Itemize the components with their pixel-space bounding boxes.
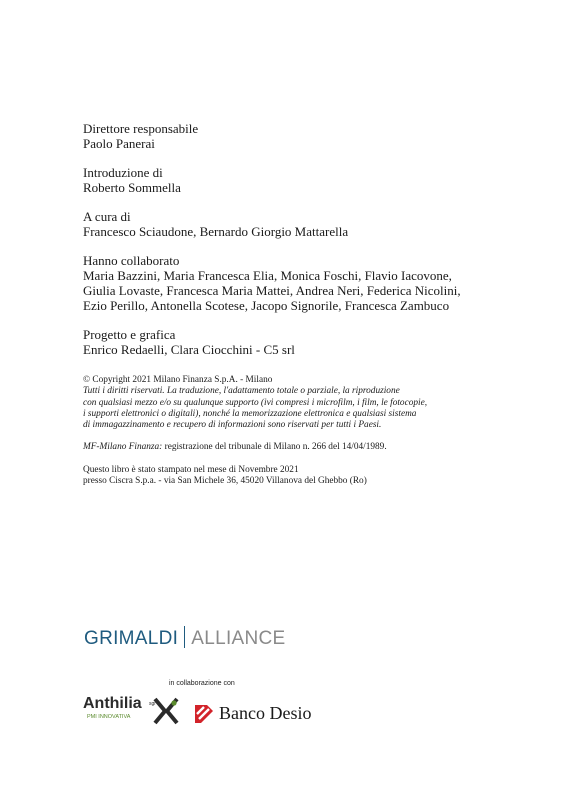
registration-notice [83, 442, 523, 453]
anthilia-logo-subtitle: PMI INNOVATIVA [87, 714, 131, 720]
rights-line: con qualsiasi mezzo e/o su qualunque supporto (ivi compresi i microfilm, i film, le fotocopie, [83, 397, 428, 408]
registration-text: registrazione del tribunale di Milano n. 266 del 14/04/1989. [162, 442, 387, 453]
banco-desio-logo-name: Banco Desio [219, 703, 312, 723]
anthilia-mark-icon [153, 697, 179, 725]
credit-block-collaborators [83, 253, 523, 313]
credit-block-editors [83, 209, 523, 239]
credit-name: Maria Bazzini, Maria Francesca Elia, Monica Foschi, Flavio Iacovone, [83, 268, 452, 283]
legal-section [83, 375, 523, 487]
logo-divider [184, 626, 185, 648]
credit-role: A cura di [83, 209, 131, 224]
printing-notice [83, 465, 523, 488]
collaboration-caption: in collaborazione con [169, 680, 235, 687]
credits-section [83, 121, 523, 371]
credit-role: Direttore responsabile [83, 121, 199, 136]
credit-name: Ezio Perillo, Antonella Scotese, Jacopo Signorile, Francesca Zambuco [83, 298, 450, 313]
credit-role: Hanno collaborato [83, 253, 180, 268]
rights-line: di immagazzinamento e recupero di informazioni sono riservati per tutti i Paesi. [83, 420, 382, 431]
banco-desio-mark-icon [192, 702, 216, 726]
credit-name: Giulia Lovaste, Francesca Maria Mattei, Andrea Neri, Federica Nicolini, [83, 283, 461, 298]
credit-name: Paolo Panerai [83, 136, 155, 151]
grimaldi-logo-part2: ALLIANCE [191, 628, 286, 649]
credit-block-director [83, 121, 523, 151]
grimaldi-alliance-logo [84, 626, 286, 650]
credit-role: Introduzione di [83, 165, 163, 180]
grimaldi-logo-part1: GRIMALDI [84, 628, 179, 649]
rights-notice [83, 386, 523, 431]
printing-line: Questo libro è stato stampato nel mese di Novembre 2021 [83, 464, 299, 475]
printing-line: presso Ciscra S.p.a. - via San Michele 36, 45020 Villanova del Ghebbo (Ro) [83, 476, 367, 487]
anthilia-logo-name: Anthilia [83, 695, 142, 712]
credit-block-introduction [83, 165, 523, 195]
credit-role: Progetto e grafica [83, 327, 176, 342]
anthilia-logo-suffix: sgr [149, 701, 156, 707]
credit-name: Enrico Redaelli, Clara Ciocchini - C5 srl [83, 342, 295, 357]
registration-label: MF-Milano Finanza: [83, 442, 163, 453]
rights-line: i supporti elettronici o digitali), nonché la memorizzazione elettronica e qualsiasi sistema [83, 408, 417, 419]
credit-name: Francesco Sciaudone, Bernardo Giorgio Mattarella [83, 224, 349, 239]
anthilia-logo [83, 693, 183, 728]
credit-name: Roberto Sommella [83, 180, 181, 195]
copyright-notice: © Copyright 2021 Milano Finanza S.p.A. - Milano [83, 375, 273, 385]
rights-line: Tutti i diritti riservati. La traduzione, l'adattamento totale o parziale, la riproduzione [83, 386, 400, 397]
credit-block-design [83, 327, 523, 357]
